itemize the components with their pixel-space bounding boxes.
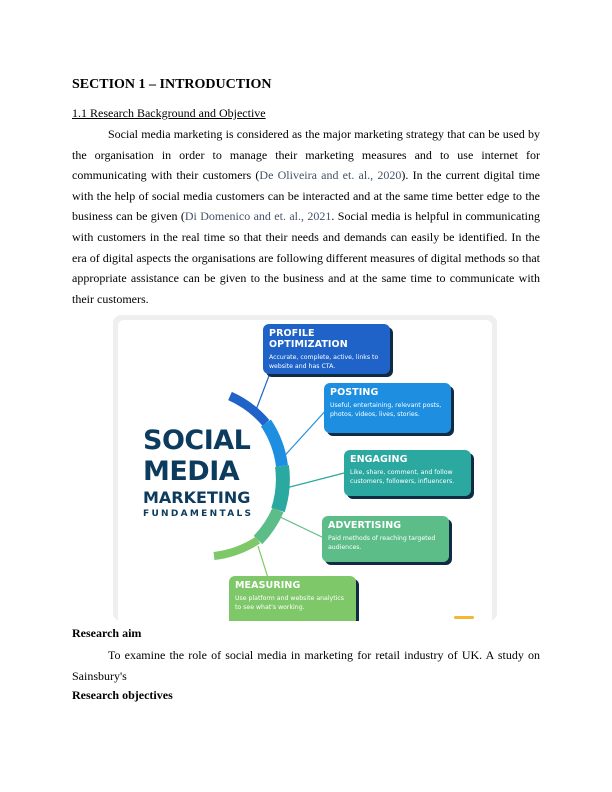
background-paragraph [72,124,540,309]
connector-engaging [286,472,348,488]
research-aim-text: To examine the role of social media in marketing for retail industry of UK. A study on Sainsbury's [72,648,540,683]
infographic-title-media: MEDIA [143,456,240,487]
infographic-title-marketing: MARKETING [143,488,251,507]
card-text: Use platform and website analytics to see what's working. [235,595,344,611]
card-title: POSTING [330,387,379,398]
arc-segment-measuring [214,540,258,556]
paragraph-text-3: . Social media is helpful in communicating with customers in the real time so that their needs and demands can easily be identified. In the era of digital aspects the organisations are following different measures of digital methods so that appropriate assistance can be given to the business and at the same time to communicate with their customers. [72,209,540,306]
infographic-title-fundamentals: FUNDAMENTALS [143,509,254,519]
arc-segment-profile [230,396,266,423]
paragraph-text-2: ). In the current digital time with the help of social media customers can be interacted and at the same time better edge to the business can be given ( [72,168,540,224]
card-advertising [322,516,449,562]
card-text: Accurate, complete, active, links to website and has CTA. [269,354,379,370]
citation-de-oliveira: De Oliveira and et. al., 2020 [259,168,402,183]
connector-advertising [278,516,324,538]
card-title: ENGAGING [350,454,408,465]
card-title: ADVERTISING [328,520,402,531]
card-profile-optimization [263,324,390,374]
paragraph-text-1: Social media marketing is considered as the major marketing strategy that can be used by the organisation in order to manage their marketing measures and to use internet for communicating with their customers ( [72,127,540,183]
card-title: PROFILE OPTIMIZATION [269,328,348,350]
card-title: MEASURING [235,580,301,591]
connector-measuring [258,546,268,578]
card-text: Like, share, comment, and follow customers, followers, influencers. [350,469,455,485]
arc-segment-advertising [258,510,278,540]
section-heading: SECTION 1 – INTRODUCTION [72,77,272,92]
card-posting [324,383,451,433]
card-text: Paid methods of reaching targeted audiences. [328,535,436,551]
infographic-canvas [118,320,492,621]
research-objectives-label: Research objectives [72,688,173,702]
research-aim-label: Research aim [72,626,142,640]
card-text: Useful, entertaining, relevant posts, photos, videos, lives, stories. [330,402,442,418]
social-media-marketing-infographic [113,315,497,621]
citation-di-domenico: Di Domenico and et. al., 2021 [184,209,332,224]
section-subheading: 1.1 Research Background and Objective [72,106,266,120]
infographic-title-social: SOCIAL [143,425,251,456]
card-engaging [344,450,471,496]
decorative-mark [454,616,474,619]
arc-segment-posting [266,423,282,466]
card-measuring [229,576,356,621]
arc-segment-engaging [278,466,283,510]
